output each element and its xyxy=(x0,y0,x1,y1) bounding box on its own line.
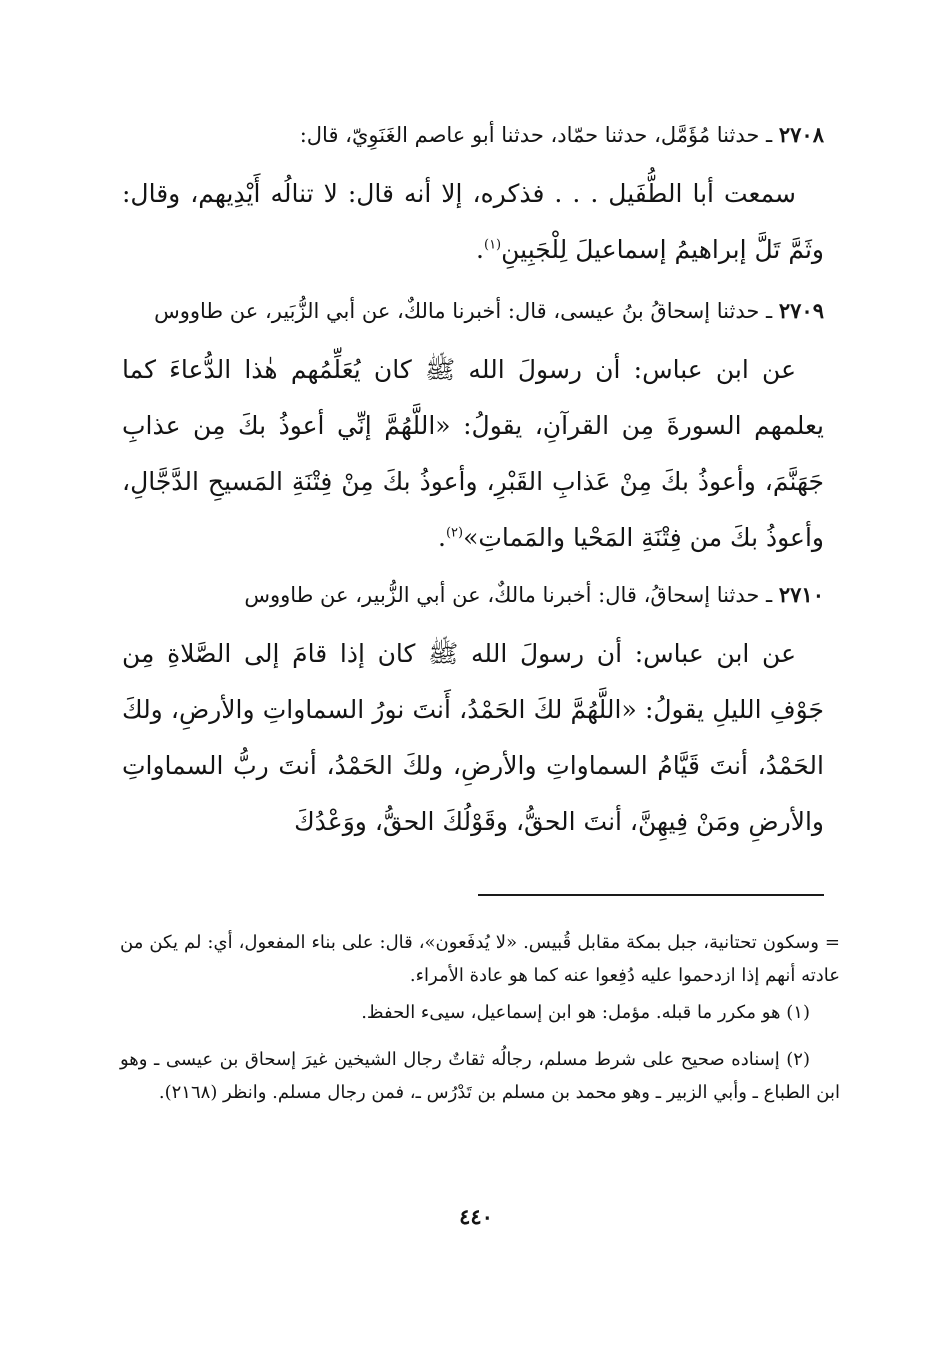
hadith-2709-isnad xyxy=(122,288,824,334)
page-number: ٤٤٠ xyxy=(459,1204,493,1229)
hadith-2708-number: ٢٧٠٨ xyxy=(778,122,824,147)
hadith-2710-matn-text: عن ابن عباس: أن رسولَ الله ﷺ كان إذا قامَ إلى الصَّلاةِ مِن جَوْفِ الليلِ يقولُ: «اللَّهُمَّ لكَ الحَمْدُ، أَنتَ نورُ السماواتِ والأرضِ، ولكَ الحَمْدُ، أنتَ قَيَّامُ السماواتِ والأرضِ، ولكَ الحَمْدُ، أنتَ ربُّ السماواتِ والأرضِ ومَنْ فِيهِنَّ، أنتَ الحقُّ، وقَوْلُكَ الحقُّ، ووَعْدُكَ xyxy=(122,639,824,836)
hadith-2710-number: ٢٧١٠ xyxy=(778,582,824,607)
footnote-ref-1: (١) xyxy=(483,237,502,253)
hadith-2708-matn-end: . xyxy=(476,235,484,264)
hadith-2708-matn-text: سمعت أبا الطُّفَيل . . . فذكره، إلا أنه قال: لا تنالُه أَيْدِيهم، وقال: وثَمَّ تَلَّ إبراهيمُ إسماعيلَ لِلْجَبِينِ xyxy=(122,179,824,264)
footnote-1: (١) هو مكرر ما قبله. مؤمل: هو ابن إسماعيل، سيىء الحفظ. xyxy=(361,1002,810,1023)
footnotes xyxy=(120,926,840,1109)
main-text xyxy=(122,112,824,854)
hadith-2709-matn-end: . xyxy=(437,523,446,552)
footnote-2: (٢) إسناده صحيح على شرط مسلم، رجالُه ثقاتٌ رجال الشيخين غيرَ إسحاق بن عيسى ـ وهو ابن الطباع ـ وأبي الزبير ـ وهو محمد بن مسلم بن تَدْرُس ـ، فمن رجال مسلم. وانظر (٢١٦٨). xyxy=(120,1049,840,1103)
footnote-separator xyxy=(478,894,824,896)
hadith-2709-number: ٢٧٠٩ xyxy=(778,298,824,323)
hadith-2708-matn xyxy=(122,166,824,278)
footnote-continuation: = وسكون تحتانية، جبل بمكة مقابل قُبيس. «لا يُدفَعون»، قال: على بناء المفعول، أي: لم يكن من عادته أنهم إذا ازدحموا عليه دُفِعوا عنه كما هو عادة الأمراء. xyxy=(120,932,840,986)
hadith-2708-isnad xyxy=(122,112,824,158)
hadith-2710-matn xyxy=(122,626,824,850)
hadith-2710-isnad-text: ـ حدثنا إسحاقُ، قال: أخبرنا مالكٌ، عن أبي الزُّبير، عن طاووس xyxy=(244,583,773,607)
hadith-2709-matn xyxy=(122,342,824,566)
hadith-2708-isnad-text: ـ حدثنا مُؤَمَّل، حدثنا حمّاد، حدثنا أبو عاصم الغَنَوِيّ، قال: xyxy=(299,123,773,147)
hadith-2709-matn-text: عن ابن عباس: أن رسولَ الله ﷺ كان يُعَلِّمُهم هٰذا الدُّعاءَ كما يعلمهم السورةَ مِن القرآنِ، يقولُ: «اللَّهُمَّ إنِّي أعوذُ بكَ مِن عذابِ جَهَنَّمَ، وأعوذُ بكَ مِنْ عَذابِ القَبْرِ، وأعوذُ بكَ مِنْ فِتْنَةِ المَسيحِ الدَّجَّالِ، وأعوذُ بكَ من فِتْنَةِ المَحْيا والمَماتِ» xyxy=(122,355,824,552)
footnote-ref-2: (٢) xyxy=(445,525,464,541)
hadith-2709-isnad-text: ـ حدثنا إسحاقُ بنُ عيسى، قال: أخبرنا مالكٌ، عن أبي الزُّبَير، عن طاووس xyxy=(154,299,773,323)
hadith-2710-isnad xyxy=(122,572,824,618)
